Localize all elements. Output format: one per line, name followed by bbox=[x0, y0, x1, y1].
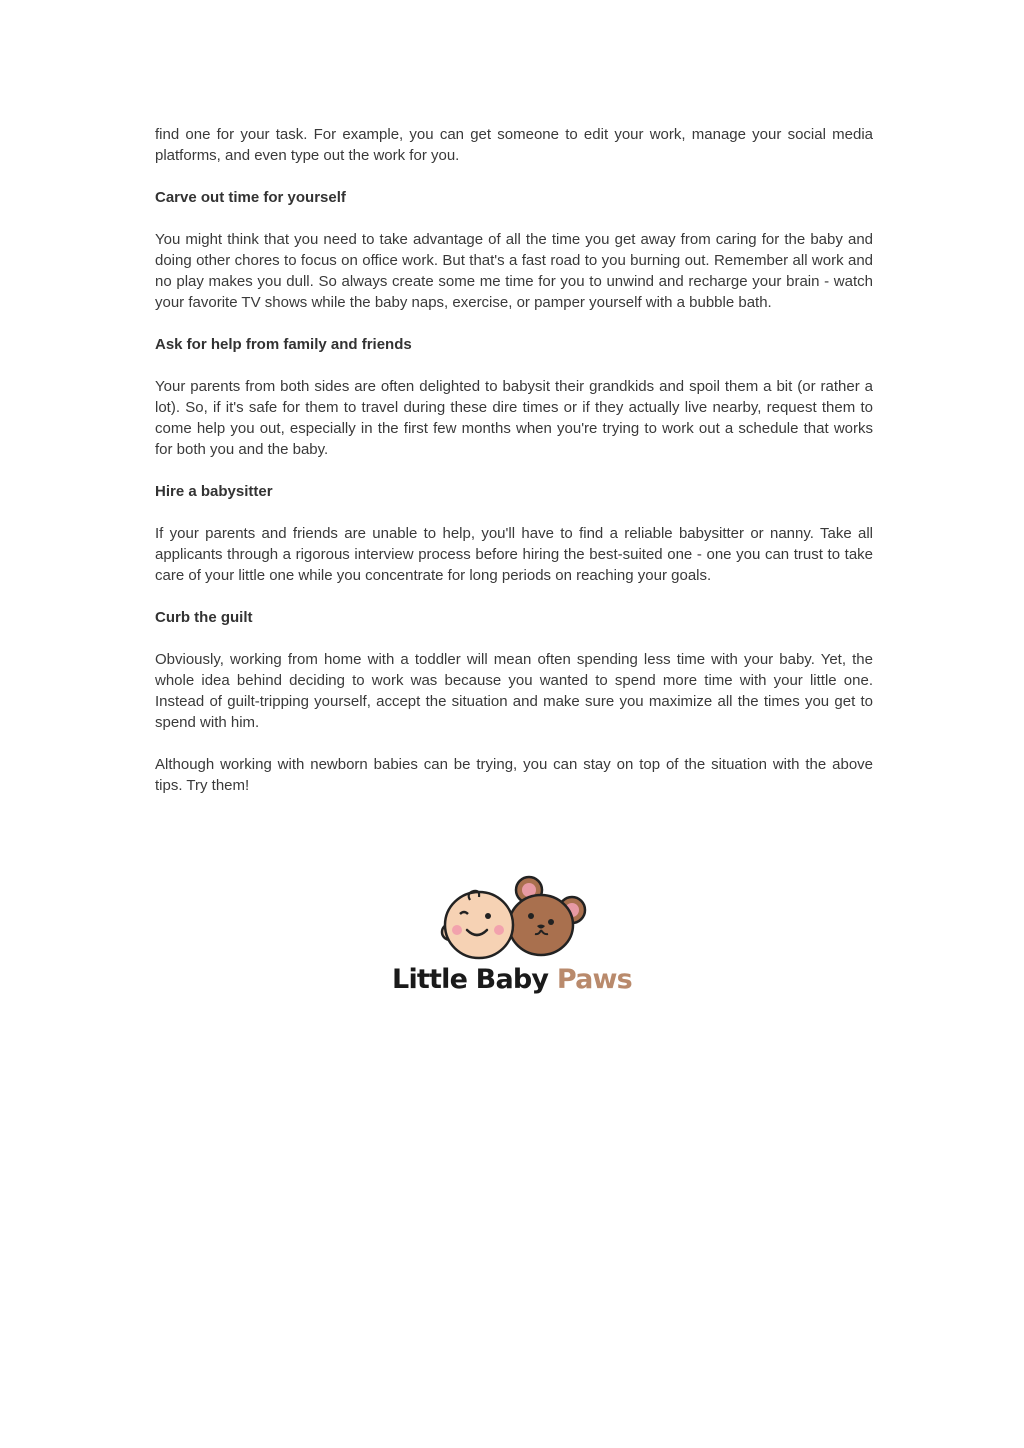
section-heading-curb-guilt: Curb the guilt bbox=[155, 609, 253, 626]
logo-text-little-baby: Little Baby bbox=[392, 964, 549, 995]
section-heading-hire-babysitter: Hire a babysitter bbox=[155, 483, 273, 500]
document-body bbox=[155, 124, 873, 817]
logo-wordmark bbox=[380, 962, 644, 998]
section-paragraph: You might think that you need to take advantage of all the time you get away from caring for the baby and doing other chores to focus on office work. But that's a fast road to you burning out. Remember all work and no play makes you dull. So always create some me time for you to unwind and recharge your brain - watch your favorite TV shows while the baby naps, exercise, or pamper yourself with a bubble bath. bbox=[155, 231, 873, 311]
section-paragraph: Obviously, working from home with a toddler will mean often spending less time with your baby. Yet, the whole idea behind deciding to work was because you wanted to spend more time with your little one. Instead of guilt-tripping yourself, accept the situation and make sure you maximize all the times you get to spend with him. bbox=[155, 651, 873, 731]
section-heading-ask-for-help: Ask for help from family and friends bbox=[155, 336, 412, 353]
closing-paragraph: Although working with newborn babies can be trying, you can stay on top of the situation with the above tips. Try them! bbox=[155, 756, 873, 794]
baby-and-bear-icon bbox=[436, 870, 588, 962]
brand-logo bbox=[380, 870, 644, 1010]
section-paragraph: Your parents from both sides are often delighted to babysit their grandkids and spoil them a bit (or rather a lot). So, if it's safe for them to travel during these dire times or if they actually live nearby, request them to come help you out, especially in the first few months when you're trying to work out a schedule that works for both you and the baby. bbox=[155, 378, 873, 458]
section-paragraph: If your parents and friends are unable to help, you'll have to find a reliable babysitter or nanny. Take all applicants through a rigorous interview process before hiring the best-suited one - one you can trust to take care of your little one while you concentrate for long periods on reaching your goals. bbox=[155, 525, 873, 584]
section-heading-carve-out-time: Carve out time for yourself bbox=[155, 189, 346, 206]
logo-text-paws: Paws bbox=[556, 964, 632, 995]
intro-paragraph: find one for your task. For example, you can get someone to edit your work, manage your social media platforms, and even type out the work for you. bbox=[155, 126, 873, 164]
